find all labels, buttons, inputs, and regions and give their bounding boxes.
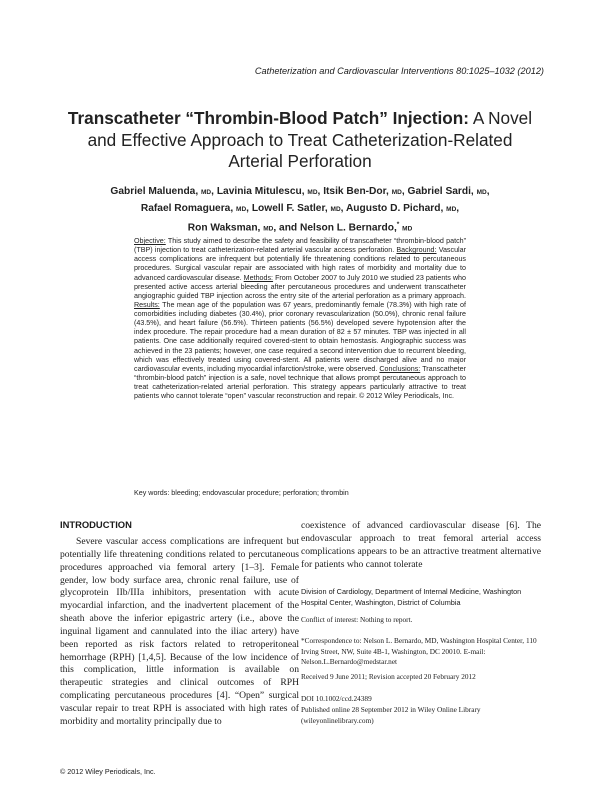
article-title-bold: Transcatheter “Thrombin-Blood Patch” Injection: — [67, 108, 469, 128]
author-separator: , — [340, 202, 344, 214]
author-list — [60, 184, 540, 237]
author-degree: MD — [446, 205, 457, 213]
published-online-note: Published online 28 September 2012 in Wiley Online Library (wileyonlinelibrary.com) — [301, 705, 481, 725]
author-degree: MD — [201, 189, 212, 196]
author-name: and Nelson L. Bernardo, — [279, 222, 397, 234]
abstract-conclusions: Transcatheter “thrombin-blood patch” injection is a safe, novel technique that allows prompt percutaneous approach to treat catheterization-related arterial perforation. This strategy appears particularly attractive to treat patients who cannot tolerate “open” vascular reconstruction and repair. © 2012 Wiley Periodicals, Inc. — [134, 364, 466, 401]
article-title-rest: A Novel and Effective Approach to Treat Catheterization-Related Arterial Perforation — [87, 108, 533, 171]
received-dates-note: Received 9 June 2011; Revision accepted 20 February 2012 — [301, 672, 476, 681]
author-separator: , — [211, 186, 214, 197]
author-degree: MD — [391, 189, 402, 196]
author-degree: MD — [402, 225, 413, 233]
author-name: Gabriel Maluenda, — [110, 186, 199, 197]
doi-note: DOI 10.1002/ccd.24389 — [301, 694, 372, 703]
abstract-results-heading: Results: — [134, 300, 160, 309]
author-degree: MD — [476, 189, 487, 196]
abstract-conclusions-heading: Conclusions: — [379, 364, 421, 373]
author-name: Lavinia Mitulescu, — [216, 186, 305, 197]
abstract-methods-heading: Methods: — [243, 273, 274, 282]
correspondence-note: *Correspondence to: Nelson L. Bernardo, MD, Washington Hospital Center, 110 Irving Street, NW, Suite 4B-1, Washington, DC 20010. E-mail: Nelson.L.Bernardo@medstar.net — [301, 636, 537, 666]
author-name: Gabriel Sardi, — [407, 186, 474, 197]
author-separator: , — [401, 186, 405, 197]
author-degree: MD — [307, 189, 318, 196]
keywords: Key words: bleeding; endovascular procedure; perforation; thrombin — [134, 489, 349, 497]
abstract-background-heading: Background: — [396, 246, 437, 255]
author-separator: , — [273, 222, 277, 234]
author-separator: , — [486, 186, 490, 197]
author-separator: , — [246, 202, 249, 214]
journal-header: Catheterization and Cardiovascular Interventions 80:1025–1032 (2012) — [254, 66, 544, 76]
intro-paragraph: Severe vascular access complications are infrequent but potentially life threatening conditions related to percutaneous procedures approached via femoral artery [1–3]. Female gender, low body surface area, chronic renal failure, use of glycoprotein IIb/IIIa inhibitors, presentation with acute myocardial infarction, and the inadvertent placement of the sheath above the inferior epigastric artery (i.e., above the inguinal ligament and cannulated into the iliac artery) have been reported as risk factors related to retroperitoneal hemorrhage (RPH) [1,4,5]. Because of the low incidence of this complication, little information is available on therapeutic strategies and clinical outcomes of RPH complicating percutaneous procedures [4]. “Open” surgical vascular repair to treat RPH is associated with high rates of morbidity and mortality principally due to — [60, 536, 299, 727]
author-degree: MD — [263, 225, 274, 233]
author-separator: , — [456, 202, 460, 214]
author-name: Augusto D. Pichard, — [345, 202, 444, 214]
section-heading-introduction: INTRODUCTION — [60, 519, 132, 530]
author-separator: , — [317, 186, 321, 197]
abstract-objective: This study aimed to describe the safety and feasibility of transcatheter “thrombin-blood patch” (TBP) injection to treat catheterization-related arterial vascular access perforation. — [134, 237, 466, 255]
abstract-objective-heading: Objective: — [134, 237, 166, 245]
abstract-background: Vascular access complications are infrequent but potentially life threatening conditions related to percutaneous procedures. Surgical vascular repair are associated with high rates of morbidity and mortality due to advanced cardiovascular disease. — [134, 246, 466, 282]
author-name: Lowell F. Satler, — [251, 202, 328, 214]
abstract-methods: From October 2007 to July 2010 we studied 23 patients who presented active access arterial bleeding after percutaneous procedures and underwent transcatheter angiographic guided TBP injection across the entry site of the arterial perforation as a primary approach. — [134, 273, 466, 300]
author-name: Ron Waksman, — [187, 222, 261, 234]
author-name: Itsik Ben-Dor, — [323, 186, 389, 197]
intro-paragraph-continued: coexistence of advanced cardiovascular disease [6]. The endovascular approach to treat femoral arterial access complications appears to be an attractive treatment alternative for patients who cannot tolerate — [301, 520, 541, 570]
abstract-results: The mean age of the population was 67 years, predominantly female (78.3%) with high rate of comorbidities including diabetes (30.4%), prior coronary revascularization (50.0%), chronic renal failure (43.5%), and heart failure (56.5%). Thirteen patients (56.5%) developed severe hypotension after the index procedure. The repair procedure had a mean duration of 82 ± 57 minutes. TBP was injected in all patients. One case additionally required covered-stent to obtain hemostasis. Angiographic success was achieved in the 23 patients; however, one case required a second intervention due to recurrent bleeding, which was effectively treated using covered-stent. All patients were discharged alive and no major cardiovascular events, including myocardial infarction/stroke, were observed. — [134, 300, 466, 373]
author-name: Rafael Romaguera, — [140, 202, 234, 214]
corresponding-author-star: * — [396, 221, 400, 228]
abstract — [134, 237, 466, 401]
article-title — [60, 108, 540, 173]
author-degree: MD — [236, 205, 247, 213]
conflict-of-interest-note: Conflict of interest: Nothing to report. — [301, 615, 413, 624]
author-degree: MD — [330, 205, 341, 213]
affiliation-note: Division of Cardiology, Department of Internal Medicine, Washington Hospital Center, Washington, District of Columbia — [301, 587, 522, 607]
copyright-footer: © 2012 Wiley Periodicals, Inc. — [60, 767, 156, 776]
